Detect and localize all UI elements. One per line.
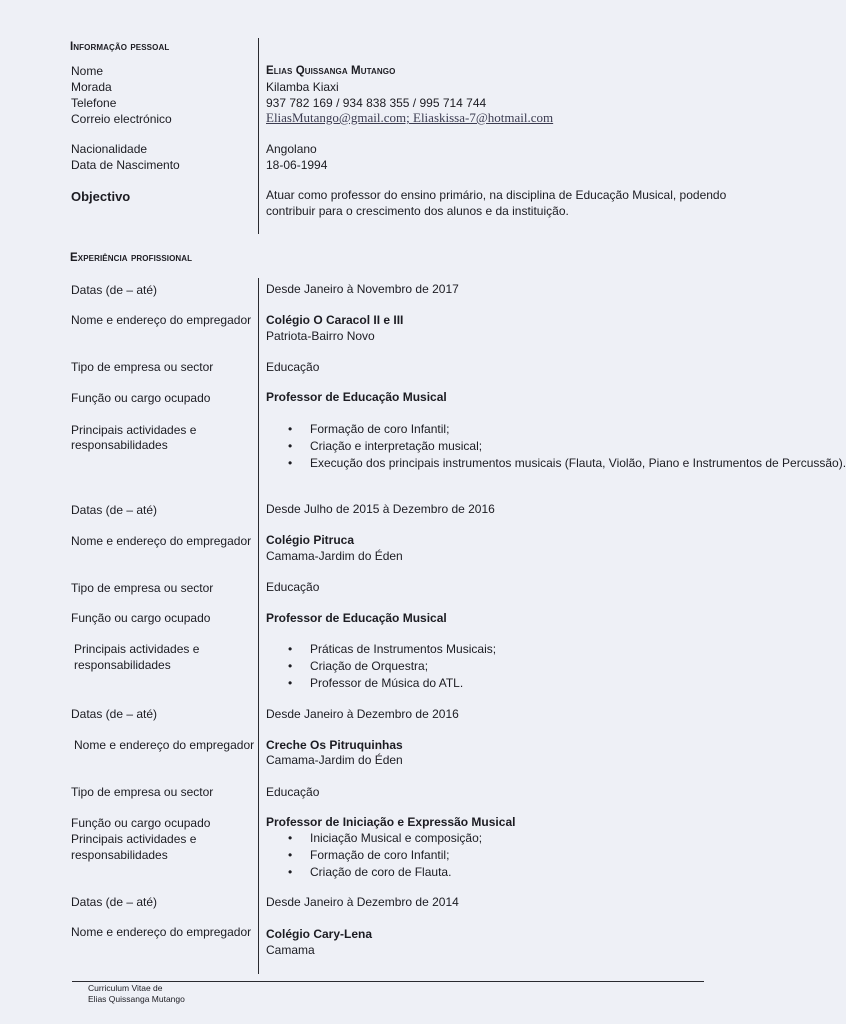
label-activities: responsabilidades (74, 658, 171, 672)
personal-heading: Informação pessoal (70, 41, 170, 53)
label-dates: Datas (de – até) (71, 707, 158, 721)
job-sector: Educação (266, 785, 320, 799)
person-birth-date: 18-06-1994 (266, 158, 328, 172)
activities-list (266, 641, 496, 692)
job-role: Professor de Educação Musical (266, 611, 447, 625)
label-activities: Principais actividades e (71, 832, 197, 846)
person-nationality: Angolano (266, 142, 317, 156)
job-sector: Educação (266, 580, 320, 594)
label-birth-date: Data de Nascimento (71, 158, 180, 172)
label-employer: Nome e endereço do empregador (71, 534, 252, 548)
job-role: Professor de Educação Musical (266, 390, 447, 404)
person-phone: 937 782 169 / 934 838 355 / 995 714 744 (266, 96, 487, 110)
job-dates: Desde Janeiro à Dezembro de 2016 (266, 707, 459, 721)
job-employer: Colégio Cary-Lena (266, 927, 373, 941)
label-phone: Telefone (71, 96, 117, 110)
list-item: • Criação de Orquestra; (266, 658, 496, 674)
job-dates: Desde Julho de 2015 à Dezembro de 2016 (266, 502, 495, 516)
activities-list (266, 421, 846, 472)
label-employer: Nome e endereço do empregador (74, 738, 255, 752)
label-dates: Datas (de – até) (71, 895, 158, 909)
label-role: Função ou cargo ocupado (71, 391, 211, 405)
label-sector: Tipo de empresa ou sector (71, 581, 214, 595)
label-sector: Tipo de empresa ou sector (71, 785, 214, 799)
label-activities: responsabilidades (71, 848, 168, 862)
list-item: • Execução dos principais instrumentos musicais (Flauta, Violão, Piano e Instrumentos de Percussão). (266, 455, 750, 471)
label-email: Correio electrónico (71, 112, 172, 126)
list-item: • Iniciação Musical e composição; (266, 830, 482, 846)
column-divider (258, 278, 259, 974)
column-divider (258, 38, 259, 234)
person-address: Kilamba Kiaxi (266, 80, 339, 94)
job-employer: Colégio Pitruca (266, 533, 355, 547)
label-sector: Tipo de empresa ou sector (71, 360, 214, 374)
job-employer: Creche Os Pitruquinhas (266, 738, 403, 752)
job-location: Camama-Jardim do Éden (266, 549, 403, 563)
label-address: Morada (71, 80, 112, 94)
job-location: Camama (266, 943, 315, 957)
label-employer: Nome e endereço do empregador (71, 313, 252, 327)
job-location: Patriota-Bairro Novo (266, 329, 375, 343)
list-item: • Formação de coro Infantil; (266, 421, 750, 437)
label-activities: Principais actividades e (71, 423, 197, 437)
label-activities: responsabilidades (71, 438, 168, 452)
experience-heading: Experiência profissional (70, 252, 193, 264)
objective-heading: Objectivo (71, 189, 131, 204)
list-item: • Criação e interpretação musical; (266, 438, 750, 454)
list-item: • Práticas de Instrumentos Musicais; (266, 641, 496, 657)
job-role: Professor de Iniciação e Expressão Musical (266, 815, 516, 829)
footer-line2: Elias Quissanga Mutango (88, 994, 185, 1004)
label-nationality: Nacionalidade (71, 142, 148, 156)
person-name: Elias Quissanga Mutango (266, 65, 396, 77)
label-role: Função ou cargo ocupado (71, 816, 211, 830)
list-item: • Criação de coro de Flauta. (266, 864, 482, 880)
job-employer: Colégio O Caracol II e III (266, 313, 404, 327)
label-name: Nome (71, 64, 104, 78)
label-activities: Principais actividades e (74, 642, 200, 656)
label-employer: Nome e endereço do empregador (71, 925, 252, 939)
label-dates: Datas (de – até) (71, 283, 158, 297)
list-item: • Professor de Música do ATL. (266, 675, 496, 691)
job-dates: Desde Janeiro à Novembro de 2017 (266, 282, 459, 296)
job-dates: Desde Janeiro à Dezembro de 2014 (266, 895, 459, 909)
activities-list (266, 830, 482, 881)
footer-line1: Curriculum Vitae de (88, 983, 163, 993)
email-link[interactable]: EliasMutango@gmail.com; Eliaskissa-7@hotmail.com (266, 110, 554, 125)
footer-rule (72, 981, 704, 982)
objective-text-line1: Atuar como professor do ensino primário, na disciplina de Educação Musical, podendo (266, 188, 727, 202)
job-location: Camama-Jardim do Éden (266, 753, 403, 767)
job-sector: Educação (266, 360, 320, 374)
objective-text-line2: contribuir para o crescimento dos alunos e da instituição. (266, 204, 569, 218)
list-item: • Formação de coro Infantil; (266, 847, 482, 863)
label-dates: Datas (de – até) (71, 503, 158, 517)
label-role: Função ou cargo ocupado (71, 611, 211, 625)
